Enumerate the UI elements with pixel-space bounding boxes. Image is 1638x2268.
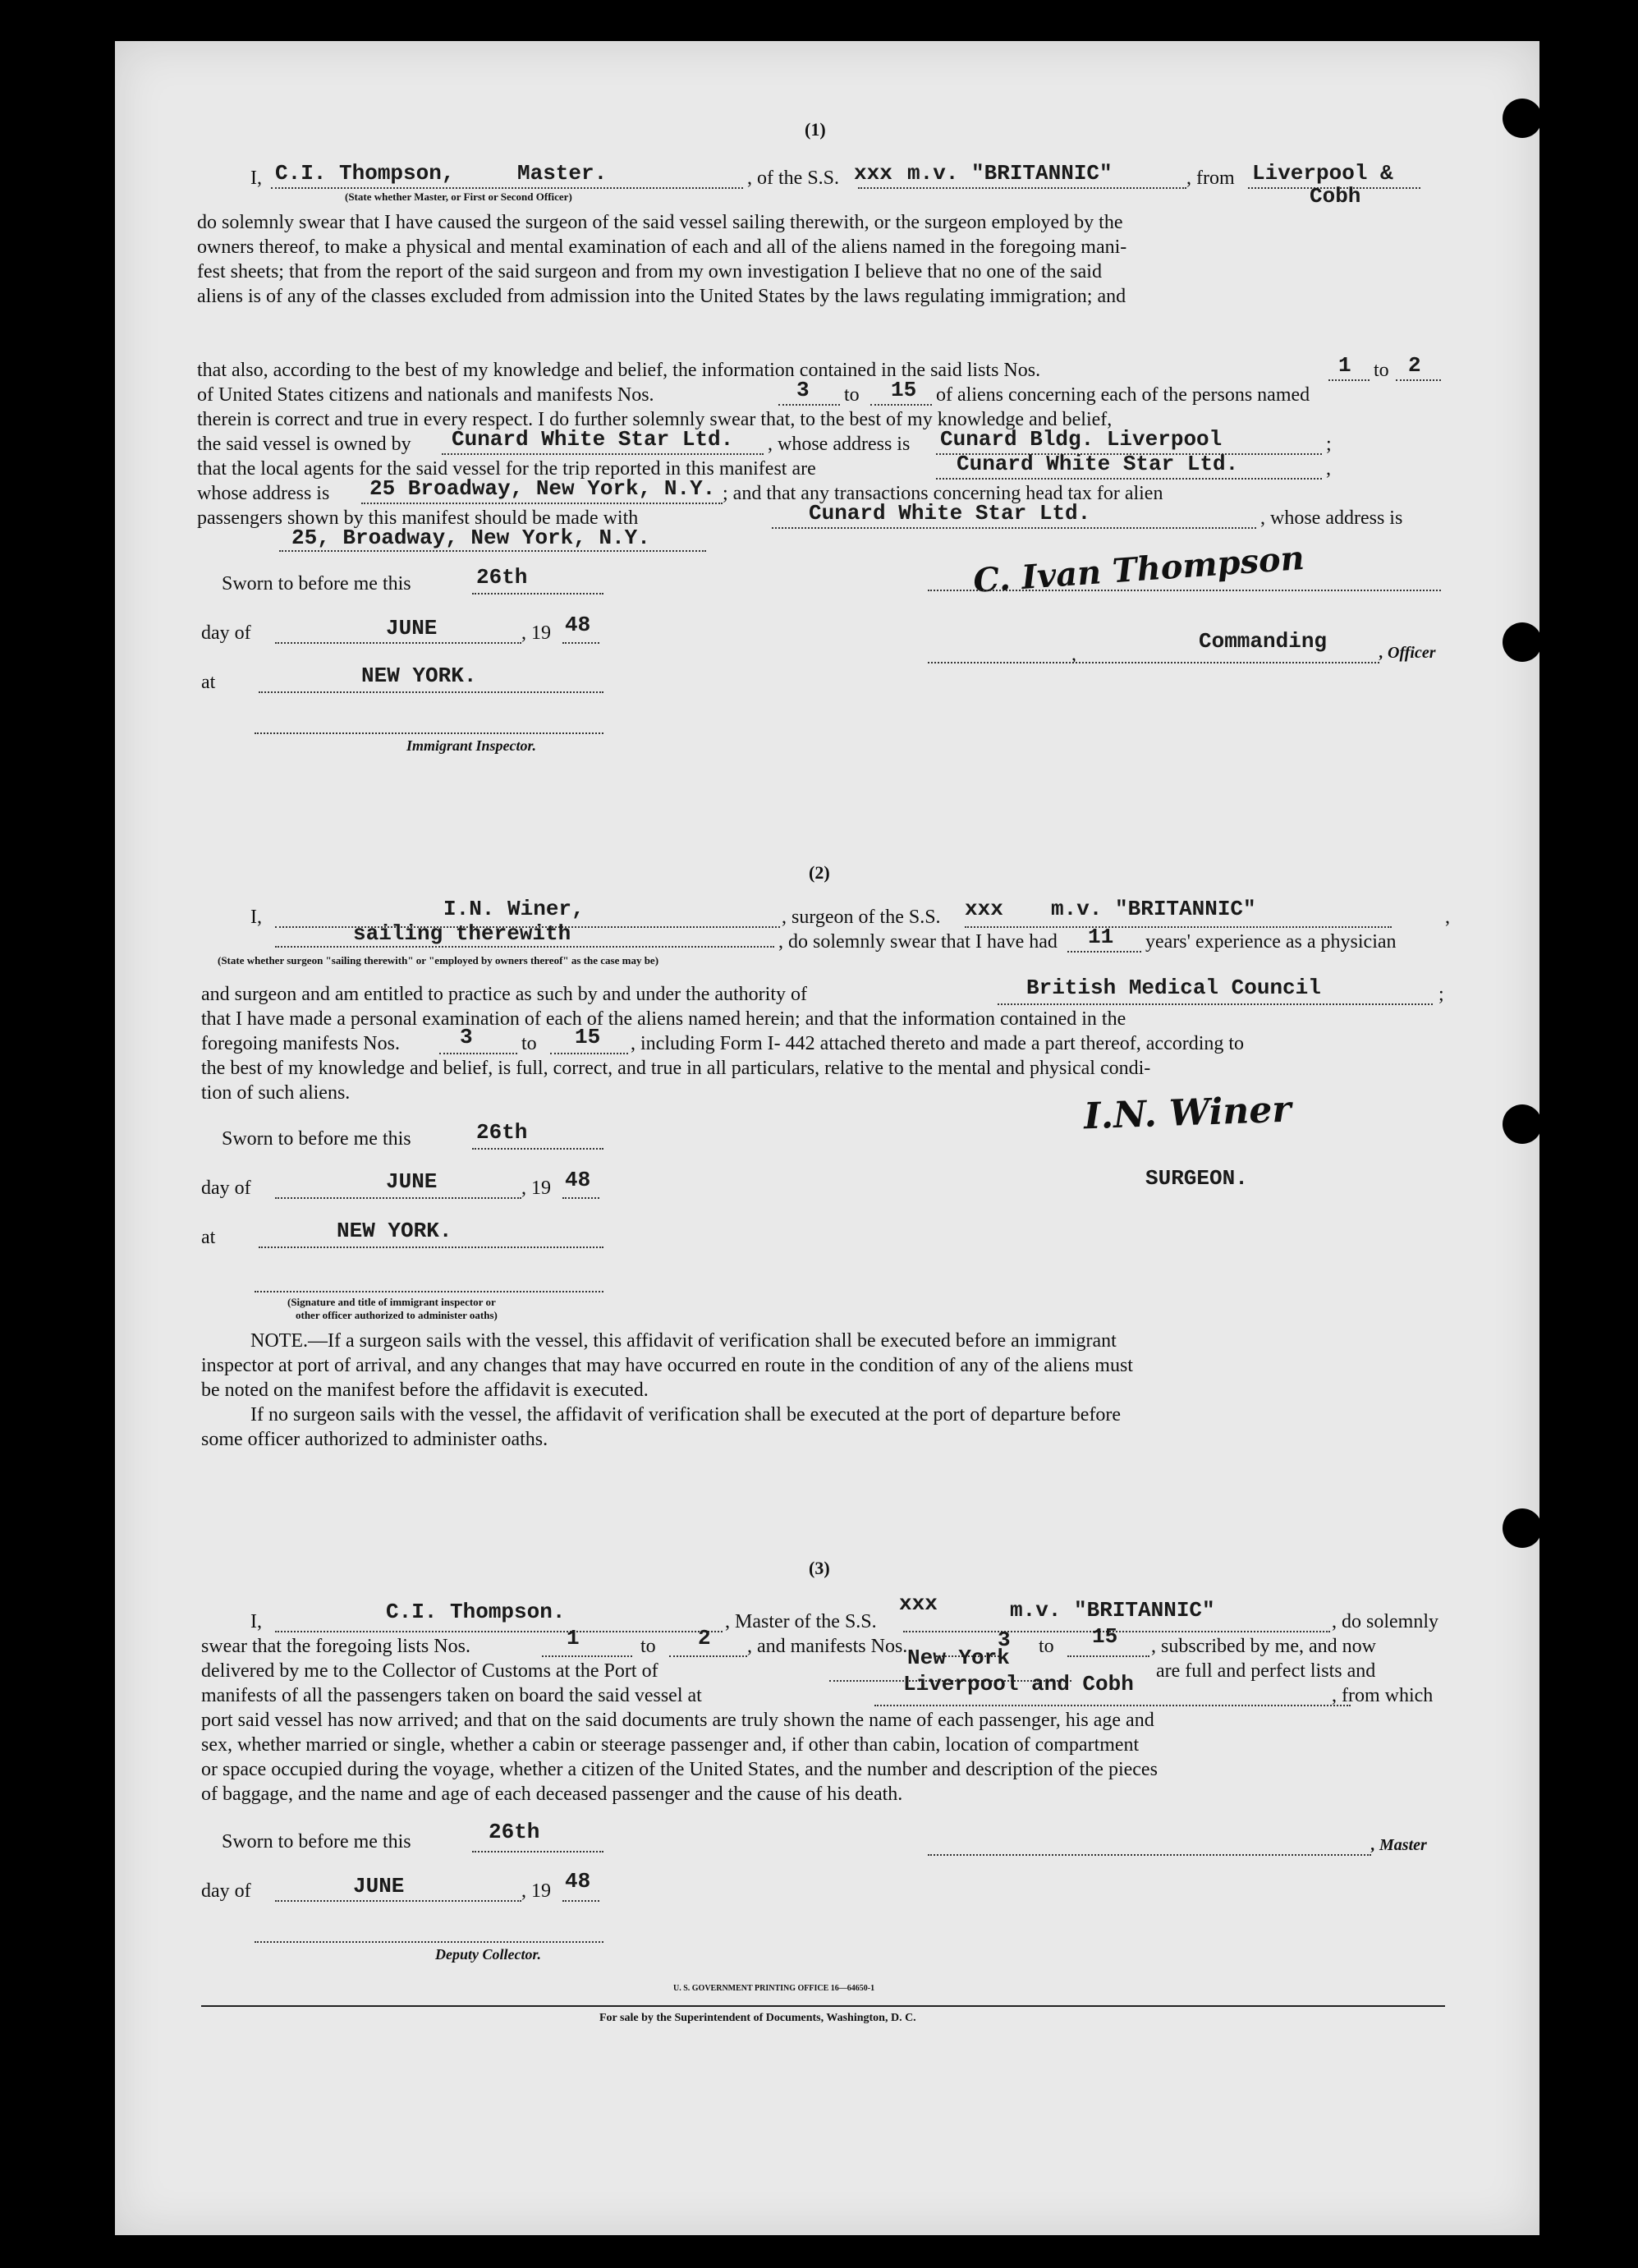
s2-l4: that I have made a personal examination of each of the aliens named herein; and that the information contained in the	[201, 1008, 1126, 1030]
s2-l6: the best of my knowledge and belief, is full, correct, and true in all particulars, relative to the mental and physical condi-	[201, 1058, 1151, 1079]
s2-years-line	[1067, 951, 1141, 953]
s1-l6b: of aliens concerning each of the persons named	[936, 384, 1310, 406]
manifest-affidavit-page	[115, 41, 1539, 2235]
s2-authority-line	[998, 1003, 1433, 1005]
s1-xxx: xxx	[854, 161, 892, 186]
s1-year: 48	[565, 613, 591, 637]
s3-embark: Liverpool and Cobh	[903, 1672, 1134, 1696]
s3-l8: of baggage, and the name and age of each deceased passenger and the cause of his death.	[201, 1784, 903, 1805]
s1-l10b: ; and that any transactions concerning head tax for alien	[723, 483, 1163, 504]
s2-surgeon-of: , surgeon of the S.S.	[782, 907, 941, 928]
s3-man-to-line	[1067, 1655, 1149, 1657]
s2-vessel: m.v. "BRITANNIC"	[1051, 897, 1256, 921]
s1-i: I,	[250, 168, 262, 189]
s2-at: at	[201, 1227, 216, 1248]
s3-port: New York	[907, 1646, 1010, 1670]
s2-sig-note-2: other officer authorized to administer oaths)	[296, 1309, 498, 1321]
s2-l3a: and surgeon and am entitled to practice as such by and under the authority of	[201, 984, 807, 1005]
s1-day-of: day of	[201, 622, 251, 644]
s3-to2: to	[1039, 1636, 1054, 1657]
s3-gpo: U. S. GOVERNMENT PRINTING OFFICE 16—64650-1	[673, 1984, 875, 1993]
s2-year-pre: , 19	[521, 1178, 551, 1199]
s1-l7: therein is correct and true in every respect. I do further solemnly swear that, to the best of my knowledge and belief,	[197, 409, 1113, 430]
s2-note-l4: If no surgeon sails with the vessel, the affidavit of verification shall be executed at the port of departure before	[250, 1404, 1122, 1426]
s1-l6a: of United States citizens and nationals and manifests Nos.	[197, 384, 654, 406]
s1-commanding-line	[928, 662, 1379, 663]
s2-xxx: xxx	[965, 897, 1003, 921]
s1-year-line	[562, 642, 599, 644]
s2-sig-note-1: (Signature and title of immigrant inspector or	[287, 1296, 496, 1308]
s3-solemnly: , do solemnly	[1332, 1611, 1438, 1632]
s1-l11a: passengers shown by this manifest should be made with	[197, 507, 639, 529]
s1-l10a: whose address is	[197, 483, 330, 504]
s1-lists-from-line	[1328, 379, 1370, 381]
s1-comma: ,	[1071, 644, 1076, 665]
s1-name-line	[271, 187, 743, 189]
s1-owner-addr: Cunard Bldg. Liverpool	[940, 427, 1223, 452]
s1-line-4: aliens is of any of the classes excluded from admission into the United States by the laws regulating immigration; and	[197, 286, 1126, 307]
s2-month: JUNE	[386, 1169, 438, 1194]
s1-owner: Cunard White Star Ltd.	[452, 427, 734, 452]
s1-port1: Liverpool &	[1252, 161, 1393, 186]
s3-l3a: delivered by me to the Collector of Customs at the Port of	[201, 1660, 658, 1682]
s1-man-to: 15	[891, 378, 917, 402]
s2-l7: tion of such aliens.	[201, 1082, 351, 1104]
s2-years-after: years' experience as a physician	[1145, 931, 1397, 953]
s1-man-from-line	[778, 404, 840, 406]
section-3-heading: (3)	[809, 1558, 830, 1578]
s1-place-line	[259, 691, 603, 693]
s3-l4a: manifests of all the passengers taken on board the said vessel at	[201, 1685, 702, 1706]
s2-capacity: sailing therewith	[353, 921, 571, 946]
s1-l8b: , whose address is	[768, 434, 911, 455]
s2-note-l5: some officer authorized to administer oaths.	[201, 1429, 548, 1450]
s2-man-from-line	[439, 1053, 517, 1054]
s1-paragraph	[197, 210, 1445, 309]
s3-lists-from-line	[542, 1655, 632, 1657]
s1-of-the: , of the S.S.	[747, 168, 840, 189]
s2-l3b: ;	[1438, 984, 1444, 1005]
s3-l4b: , from which	[1332, 1685, 1434, 1706]
s3-master-of: , Master of the S.S.	[725, 1611, 877, 1632]
punch-hole	[1503, 1104, 1542, 1144]
s1-line-1: do solemnly swear that I have caused the surgeon of the said vessel sailing therewith, or the surgeon employed by the	[197, 212, 1123, 233]
s2-year: 48	[565, 1168, 591, 1192]
s2-to: to	[521, 1033, 537, 1054]
s1-state-note: (State whether Master, or First or Second Officer)	[345, 191, 572, 203]
s2-place-line	[259, 1246, 603, 1248]
s1-agents-line	[936, 478, 1322, 480]
s3-lists-to: 2	[698, 1626, 711, 1650]
s2-inspector-line	[255, 1291, 603, 1292]
s1-owner-line	[442, 453, 764, 455]
s3-month-line	[275, 1900, 521, 1902]
s1-line-3: fest sheets; that from the report of the said surgeon and from my own investigation I believe that no one of the said	[197, 261, 1102, 282]
s1-year-pre: , 19	[521, 622, 551, 644]
s3-embark-line	[874, 1705, 1351, 1706]
s3-l2b: , and manifests Nos.	[747, 1636, 908, 1657]
s3-sworn-day-line	[472, 1851, 603, 1853]
footer-text: For sale by the Superintendent of Documents, Washington, D. C.	[599, 2012, 916, 2024]
punch-hole	[1503, 99, 1542, 138]
s1-place: NEW YORK.	[361, 663, 477, 688]
s1-l9a: that the local agents for the said vessel for the trip reported in this manifest are	[197, 458, 816, 480]
s1-agents: Cunard White Star Ltd.	[957, 452, 1239, 476]
s2-sworn: Sworn to before me this	[222, 1128, 411, 1150]
s2-month-line	[275, 1197, 521, 1199]
s2-note-l1: NOTE.—If a surgeon sails with the vessel, this affidavit of verification shall be executed before an immigrant	[250, 1330, 1117, 1352]
s1-lists-to: 2	[1408, 353, 1421, 378]
s3-year: 48	[565, 1869, 591, 1894]
s2-year-line	[562, 1197, 599, 1199]
s1-rank: Master.	[517, 161, 608, 186]
s1-signature-line	[928, 590, 1441, 591]
s2-name: I.N. Winer,	[443, 897, 585, 921]
s3-man-from: 3	[998, 1628, 1011, 1652]
s3-sworn: Sworn to before me this	[222, 1831, 411, 1853]
s2-note-l3: be noted on the manifest before the affidavit is executed.	[201, 1380, 649, 1401]
s1-lists-from: 1	[1338, 353, 1351, 378]
s2-l5a: foregoing manifests Nos.	[201, 1033, 400, 1054]
s2-l5b: , including Form I- 442 attached thereto and made a part thereof, according to	[631, 1033, 1245, 1054]
s1-man-from: 3	[796, 378, 810, 402]
s1-vessel: m.v. "BRITANNIC"	[907, 161, 1113, 186]
s3-l7: or space occupied during the voyage, whether a citizen of the United States, and the number and description of the pieces	[201, 1759, 1158, 1780]
s3-sworn-day: 26th	[489, 1820, 540, 1844]
s1-l9c: ,	[1326, 458, 1331, 480]
s3-name-line	[275, 1631, 723, 1632]
s3-l5: port said vessel has now arrived; and that on the said documents are truly shown the name of each passenger, his age and	[201, 1710, 1154, 1731]
s1-at: at	[201, 672, 216, 693]
s3-name: C.I. Thompson.	[386, 1600, 566, 1624]
s3-to1: to	[640, 1636, 656, 1657]
s1-l5a: that also, according to the best of my knowledge and belief, the information contained in the said lists Nos.	[197, 360, 1041, 381]
s1-to1: to	[1374, 360, 1389, 381]
s1-agent-addr: 25 Broadway, New York, N.Y.	[369, 476, 716, 501]
s3-master: , Master	[1371, 1836, 1427, 1854]
s2-vessel-line	[965, 926, 1392, 928]
s2-day-of: day of	[201, 1178, 251, 1199]
s1-l8a: the said vessel is owned by	[197, 434, 411, 455]
s2-place: NEW YORK.	[337, 1219, 452, 1243]
s3-deputy-line	[255, 1941, 603, 1943]
s1-sworn-day-line	[472, 593, 603, 595]
s3-l3b: are full and perfect lists and	[1156, 1660, 1376, 1682]
s1-month-line	[275, 642, 521, 644]
punch-hole	[1503, 1508, 1542, 1548]
s2-surgeon-signature: I.N. Winer	[1083, 1088, 1292, 1138]
s1-master-signature: C. Ivan Thompson	[971, 538, 1306, 601]
s1-name: C.I. Thompson,	[275, 161, 455, 186]
section-2-heading: (2)	[809, 862, 830, 883]
s1-tax-addr-line	[279, 550, 706, 552]
s1-tax-addr: 25, Broadway, New York, N.Y.	[291, 526, 650, 550]
s1-sworn: Sworn to before me this	[222, 573, 411, 595]
s3-xxx: xxx	[899, 1591, 938, 1616]
s2-note-l2: inspector at port of arrival, and any changes that may have occurred en route in the condition of any of the aliens must	[201, 1355, 1133, 1376]
s2-i: I,	[250, 907, 262, 928]
s2-state-note: (State whether surgeon "sailing therewith" or "employed by owners thereof" as the case may be)	[218, 954, 659, 966]
s1-officer: , Officer	[1379, 644, 1436, 662]
s2-comma: ,	[1445, 907, 1450, 928]
s1-inspector: Immigrant Inspector.	[406, 737, 537, 754]
s2-man-from: 3	[460, 1025, 473, 1049]
s1-commanding: Commanding	[1199, 629, 1328, 654]
s3-l6: sex, whether married or single, whether a cabin or steerage passenger and, if other than cabin, location of compartment	[201, 1734, 1140, 1756]
s2-sworn-day-line	[472, 1148, 603, 1150]
s1-port2: Cobh	[1310, 184, 1361, 209]
s1-agent-addr-line	[361, 503, 723, 504]
s3-master-line	[928, 1854, 1371, 1856]
s1-line-2: owners thereof, to make a physical and mental examination of each and all of the aliens named in the foregoing mani-	[197, 236, 1127, 258]
s3-lists-to-line	[669, 1655, 747, 1657]
s3-day-of: day of	[201, 1880, 251, 1902]
footer-rule	[201, 2005, 1445, 2007]
s1-l8c: ;	[1326, 434, 1332, 455]
s3-lists-from: 1	[567, 1626, 580, 1650]
punch-hole	[1503, 622, 1542, 662]
s1-from: , from	[1186, 168, 1235, 189]
s2-capacity-line	[275, 946, 774, 948]
s3-i: I,	[250, 1611, 262, 1632]
s3-vessel: m.v. "BRITANNIC"	[1010, 1598, 1215, 1623]
s2-swear: , do solemnly swear that I have had	[778, 931, 1058, 953]
s1-inspector-line	[255, 732, 603, 734]
s3-month: JUNE	[353, 1874, 405, 1898]
s1-l11b: , whose address is	[1260, 507, 1403, 529]
s2-sworn-day: 26th	[476, 1120, 528, 1145]
s1-to2: to	[844, 384, 860, 406]
s3-l2a: swear that the foregoing lists Nos.	[201, 1636, 470, 1657]
s2-authority: British Medical Council	[1026, 976, 1321, 1000]
s3-man-to: 15	[1092, 1624, 1118, 1649]
s1-man-to-line	[870, 404, 932, 406]
s3-l2c: , subscribed by me, and now	[1151, 1636, 1376, 1657]
s1-tax-agent-line	[772, 527, 1256, 529]
s1-lists-to-line	[1396, 379, 1441, 381]
s2-man-to-line	[550, 1053, 628, 1054]
s2-surgeon-title: SURGEON.	[1145, 1166, 1248, 1191]
s1-sworn-day: 26th	[476, 565, 528, 590]
s3-year-pre: , 19	[521, 1880, 551, 1902]
s2-years: 11	[1088, 925, 1114, 949]
s2-man-to: 15	[575, 1025, 601, 1049]
s3-deputy: Deputy Collector.	[435, 1946, 541, 1963]
s3-year-line	[562, 1900, 599, 1902]
s1-tax-agent: Cunard White Star Ltd.	[809, 501, 1091, 526]
s1-month: JUNE	[386, 616, 438, 640]
section-1-heading: (1)	[805, 119, 826, 140]
s1-vessel-line	[858, 187, 1186, 189]
